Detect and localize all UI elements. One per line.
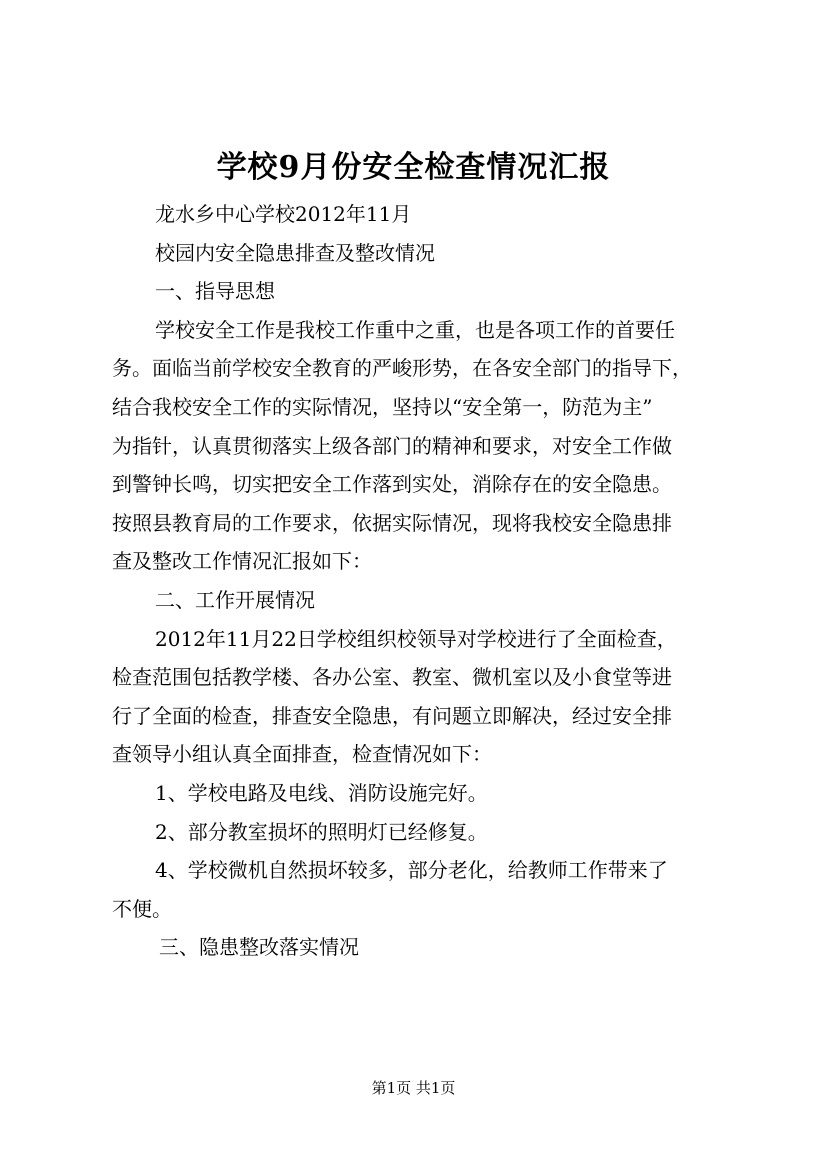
list-item: 2、部分教室损坏的照明灯已经修复。 bbox=[155, 819, 488, 844]
section-heading-1: 一、指导思想 bbox=[155, 279, 275, 304]
paragraph-line: 查领导小组认真全面排查，检查情况如下： bbox=[112, 742, 492, 767]
paragraph-line: 按照县教育局的工作要求，依据实际情况，现将我校安全隐患排 bbox=[112, 510, 672, 535]
author-date-line: 龙水乡中心学校2012年11月 bbox=[155, 202, 412, 226]
paragraph-line: 2012年11月22日学校组织校领导对学校进行了全面检查， bbox=[155, 626, 677, 651]
list-item: 4、学校微机自然损坏较多，部分老化，给教师工作带来了 bbox=[155, 858, 668, 883]
paragraph-line: 检查范围包括教学楼、各办公室、教室、微机室以及小食堂等进 bbox=[112, 665, 672, 690]
document-title: 学校9月份安全检查情况汇报 bbox=[216, 150, 611, 185]
document-body bbox=[112, 195, 740, 967]
list-item-continuation: 不便。 bbox=[112, 896, 172, 921]
paragraph-line: 行了全面的检查，排查安全隐患，有问题立即解决，经过安全排 bbox=[112, 703, 672, 728]
page-number-footer: 第1页 共1页 bbox=[371, 1079, 456, 1097]
paragraph-line: 查及整改工作情况汇报如下： bbox=[112, 549, 372, 574]
section-heading-3: 三、隐患整改落实情况 bbox=[159, 935, 359, 960]
paragraph-line: 到警钟长鸣，切实把安全工作落到实处，消除存在的安全隐患。 bbox=[112, 472, 672, 497]
list-item: 1、学校电路及电线、消防设施完好。 bbox=[155, 780, 488, 805]
section-heading-2: 二、工作开展情况 bbox=[155, 587, 315, 612]
paragraph-line: 学校安全工作是我校工作重中之重，也是各项工作的首要任 bbox=[155, 317, 675, 342]
paragraph-line: 为指针，认真贯彻落实上级各部门的精神和要求，对安全工作做 bbox=[112, 433, 672, 458]
paragraph-line: 务。面临当前学校安全教育的严峻形势，在各安全部门的指导下， bbox=[112, 356, 692, 381]
paragraph-line: 结合我校安全工作的实际情况，坚持以“安全第一，防范为主” bbox=[112, 394, 653, 419]
subject-line: 校园内安全隐患排查及整改情况 bbox=[155, 240, 435, 265]
